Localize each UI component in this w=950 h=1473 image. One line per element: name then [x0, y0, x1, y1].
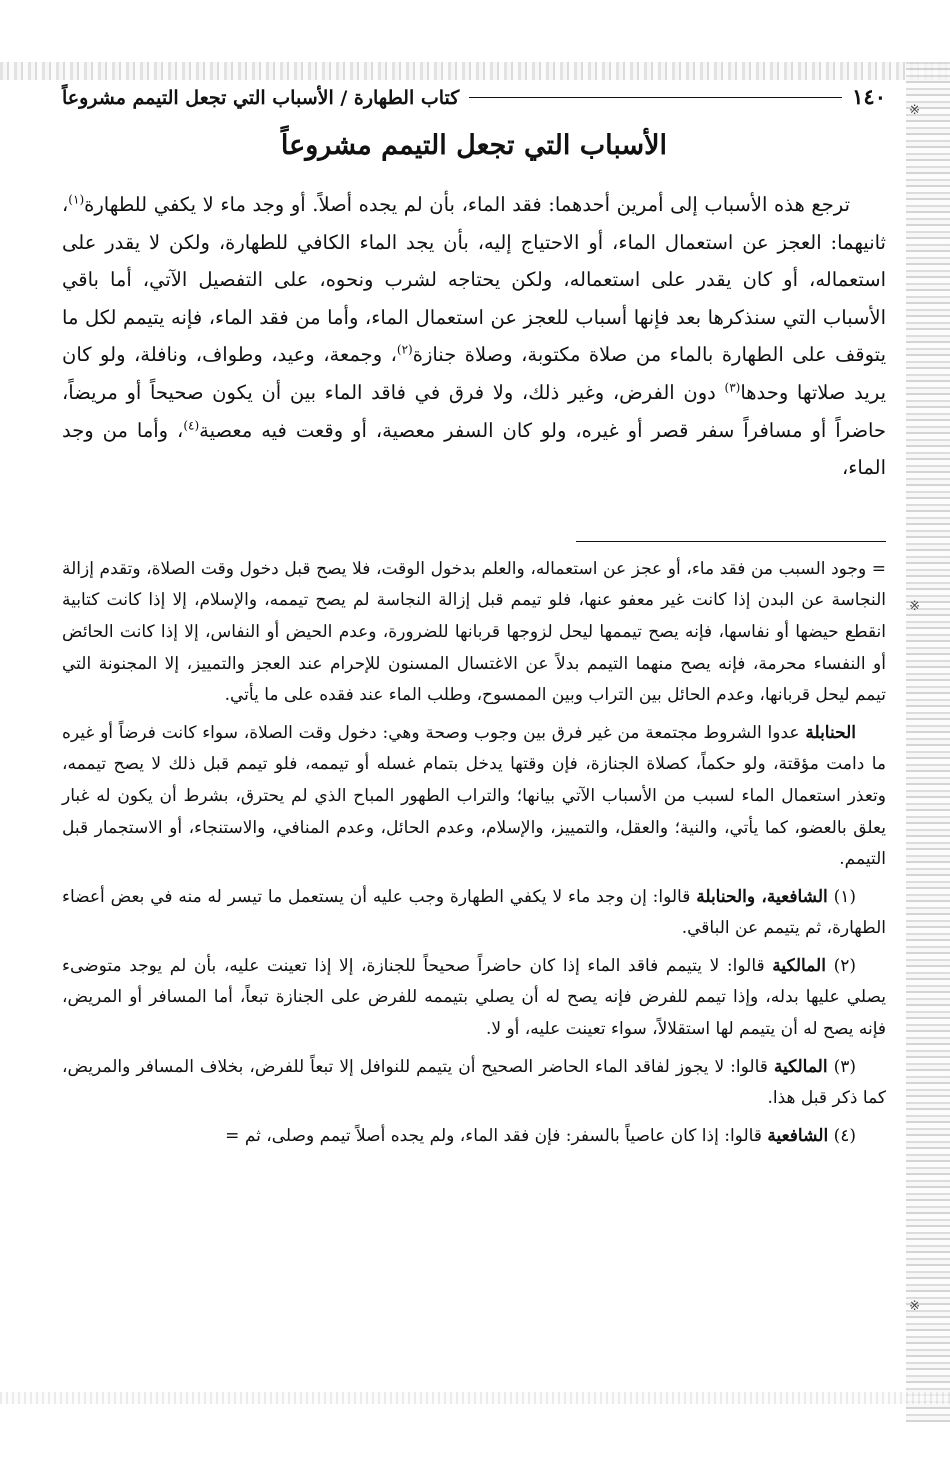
footnote-number: (٢) — [833, 955, 856, 976]
footnote-number: (١) — [833, 886, 856, 907]
footnote-text: قالوا: لا يتيمم فاقد الماء إذا كان حاضراً صحيحاً للجنازة، إلا إذا تعينت عليه، بأن لم يوجد متوضىء يصلي عليها بدله، وإذا تيمم للفرض فإنه يصح له أن يصلي بتيممه للفرض على الجنازة تبعاً، أما المسافر أو المريض، فإنه يصح له أن يتيمم لها استقلالاً، سواء تعينت عليه، أو لا. — [62, 955, 886, 1040]
footnote-continuation — [62, 554, 886, 712]
footnote-ref: (١) — [68, 192, 85, 207]
paragraph-text: دون الفرض، وغير ذلك، ولا فرق في فاقد الماء بين أن يكون صحيحاً أو مريضاً، حاضراً أو مسافراً سفر قصر أو غيره، ولو كان السفر معصية، أو وقعت فيه معصية — [62, 380, 886, 442]
paragraph-text: ترجع هذه الأسباب إلى أمرين أحدهما: فقد الماء، بأن لم يجده أصلاً. أو وجد ماء لا يكفي للطهارة — [84, 193, 850, 216]
footnote-ref: (٣) — [724, 380, 741, 395]
footnote-1 — [62, 882, 886, 945]
footnote-number: (٣) — [833, 1056, 856, 1077]
footnote-text: عدوا الشروط مجتمعة من غير فرق بين وجوب وصحة وهي: دخول وقت الصلاة، سواء كانت فرضاً أو غيره ما دامت مؤقتة، ولو حكماً، كصلاة الجنازة، فإن وقتها يدخل بتمام غسله أو تيممه، فلو تيمم قبل ذلك لا يصح تيممه، وتعذر استعمال الماء لسبب من الأسباب الآتي بيانها؛ والتراب الطهور المباح الذي لم يحترق، بشرط أن يكون له غبار يعلق بالعضو، كما يأتي، والنية؛ والعقل، والتمييز، والإسلام، وعدم الحائل، وعدم المنافي، والاستنجاء، أو الاستجمار قبل التيمم. — [62, 722, 886, 870]
paragraph-text: ، وأما من وجد الماء، — [62, 418, 886, 480]
scan-edge-right — [906, 62, 950, 1422]
school-name: الشافعية، والحنابلة — [696, 886, 828, 907]
running-title: كتاب الطهارة / الأسباب التي تجعل التيمم مشروعاً — [62, 87, 460, 109]
paragraph-text: ، وجمعة، وعيد، وطواف، ونافلة، ولو كان يريد صلاتها وحدها — [62, 343, 887, 404]
footnotes — [62, 554, 886, 1153]
footnote-4 — [62, 1121, 886, 1153]
book-page — [62, 84, 886, 1158]
continuation-marker: = — [225, 1125, 240, 1146]
main-paragraph — [62, 186, 886, 487]
running-header — [62, 84, 886, 118]
margin-ornament: ※ — [909, 1299, 920, 1314]
continuation-marker: = — [871, 558, 887, 579]
footnote-2 — [62, 951, 886, 1046]
paragraph-text: ، ثانيهما: العجز عن استعمال الماء، أو الاحتياج إليه، بأن يجد الماء الكافي للطهارة، ولكن لا يقدر على استعماله، أو كان يقدر على استعماله، ولكن يحتاجه لشرب ونحوه، على التفصيل الآتي، أما باقي الأسباب التي سنذكرها بعد فإنها أسباب للعجز عن استعمال الماء، وأما من فقد الماء، فإنه يتيمم لكل ما يتوقف على الطهارة بالماء من صلاة مكتوبة، وصلاة جنازة — [62, 193, 886, 367]
school-name: المالكية — [772, 955, 826, 976]
footnote-text: قالوا: إن وجد ماء لا يكفي الطهارة وجب عليه أن يستعمل ما تيسر له منه في بعض أعضاء الطهارة، ثم يتيمم عن الباقي. — [62, 886, 886, 939]
section-title: الأسباب التي تجعل التيمم مشروعاً — [280, 130, 668, 161]
page-number: ١٤٠ — [852, 84, 886, 109]
footnote-text: وجود السبب من فقد ماء، أو عجز عن استعماله، والعلم بدخول الوقت، فلا يصح قبل دخول وقت الصلاة، وتقدم إزالة النجاسة عن البدن إذا كانت غير معفو عنها، فلو تيمم قبل إزالة النجاسة لم يصح تيممه، والإسلام، إلا إذا كانت كتابية انقطع حيضها أو نفاسها، فإنه يصح تيممها ليحل لزوجها قربانها للضرورة، وعدم الحيض أو النفاس، إلا إذا كانت الحائض أو النفساء محرمة، فإنه يصح منهما التيمم بدلاً عن الاغتسال المسنون للإحرام عند العجز والتمييز، إلا المجنونة التي تيمم ليحل قربانها، وعدم الحائل بين التراب وبين الممسوح، وطلب الماء عند فقده على ما يأتي. — [62, 558, 886, 706]
school-name: الحنابلة — [805, 722, 856, 743]
header-rule — [469, 97, 842, 98]
footnote-separator — [576, 541, 886, 542]
scan-edge-top — [0, 62, 950, 80]
footnote-number: (٤) — [833, 1125, 856, 1146]
footnote-paragraph — [62, 718, 886, 876]
school-name: المالكية — [773, 1056, 828, 1077]
scan-edge-bottom — [0, 1392, 950, 1404]
margin-ornament: ※ — [909, 599, 920, 614]
footnote-ref: (٤) — [183, 418, 200, 433]
footnote-text: قالوا: إذا كان عاصياً بالسفر: فإن فقد الماء، ولم يجده أصلاً تيمم وصلى، ثم — [244, 1125, 768, 1146]
footnote-ref: (٢) — [396, 342, 413, 357]
footnote-3 — [62, 1052, 886, 1115]
footnote-text: قالوا: لا يجوز لفاقد الماء الحاضر الصحيح أن يتيمم للنوافل إلا تبعاً للفرض، بخلاف المسافر والمريض، كما ذكر قبل هذا. — [62, 1056, 886, 1109]
margin-ornament: ※ — [909, 103, 920, 118]
school-name: الشافعية — [767, 1125, 829, 1146]
